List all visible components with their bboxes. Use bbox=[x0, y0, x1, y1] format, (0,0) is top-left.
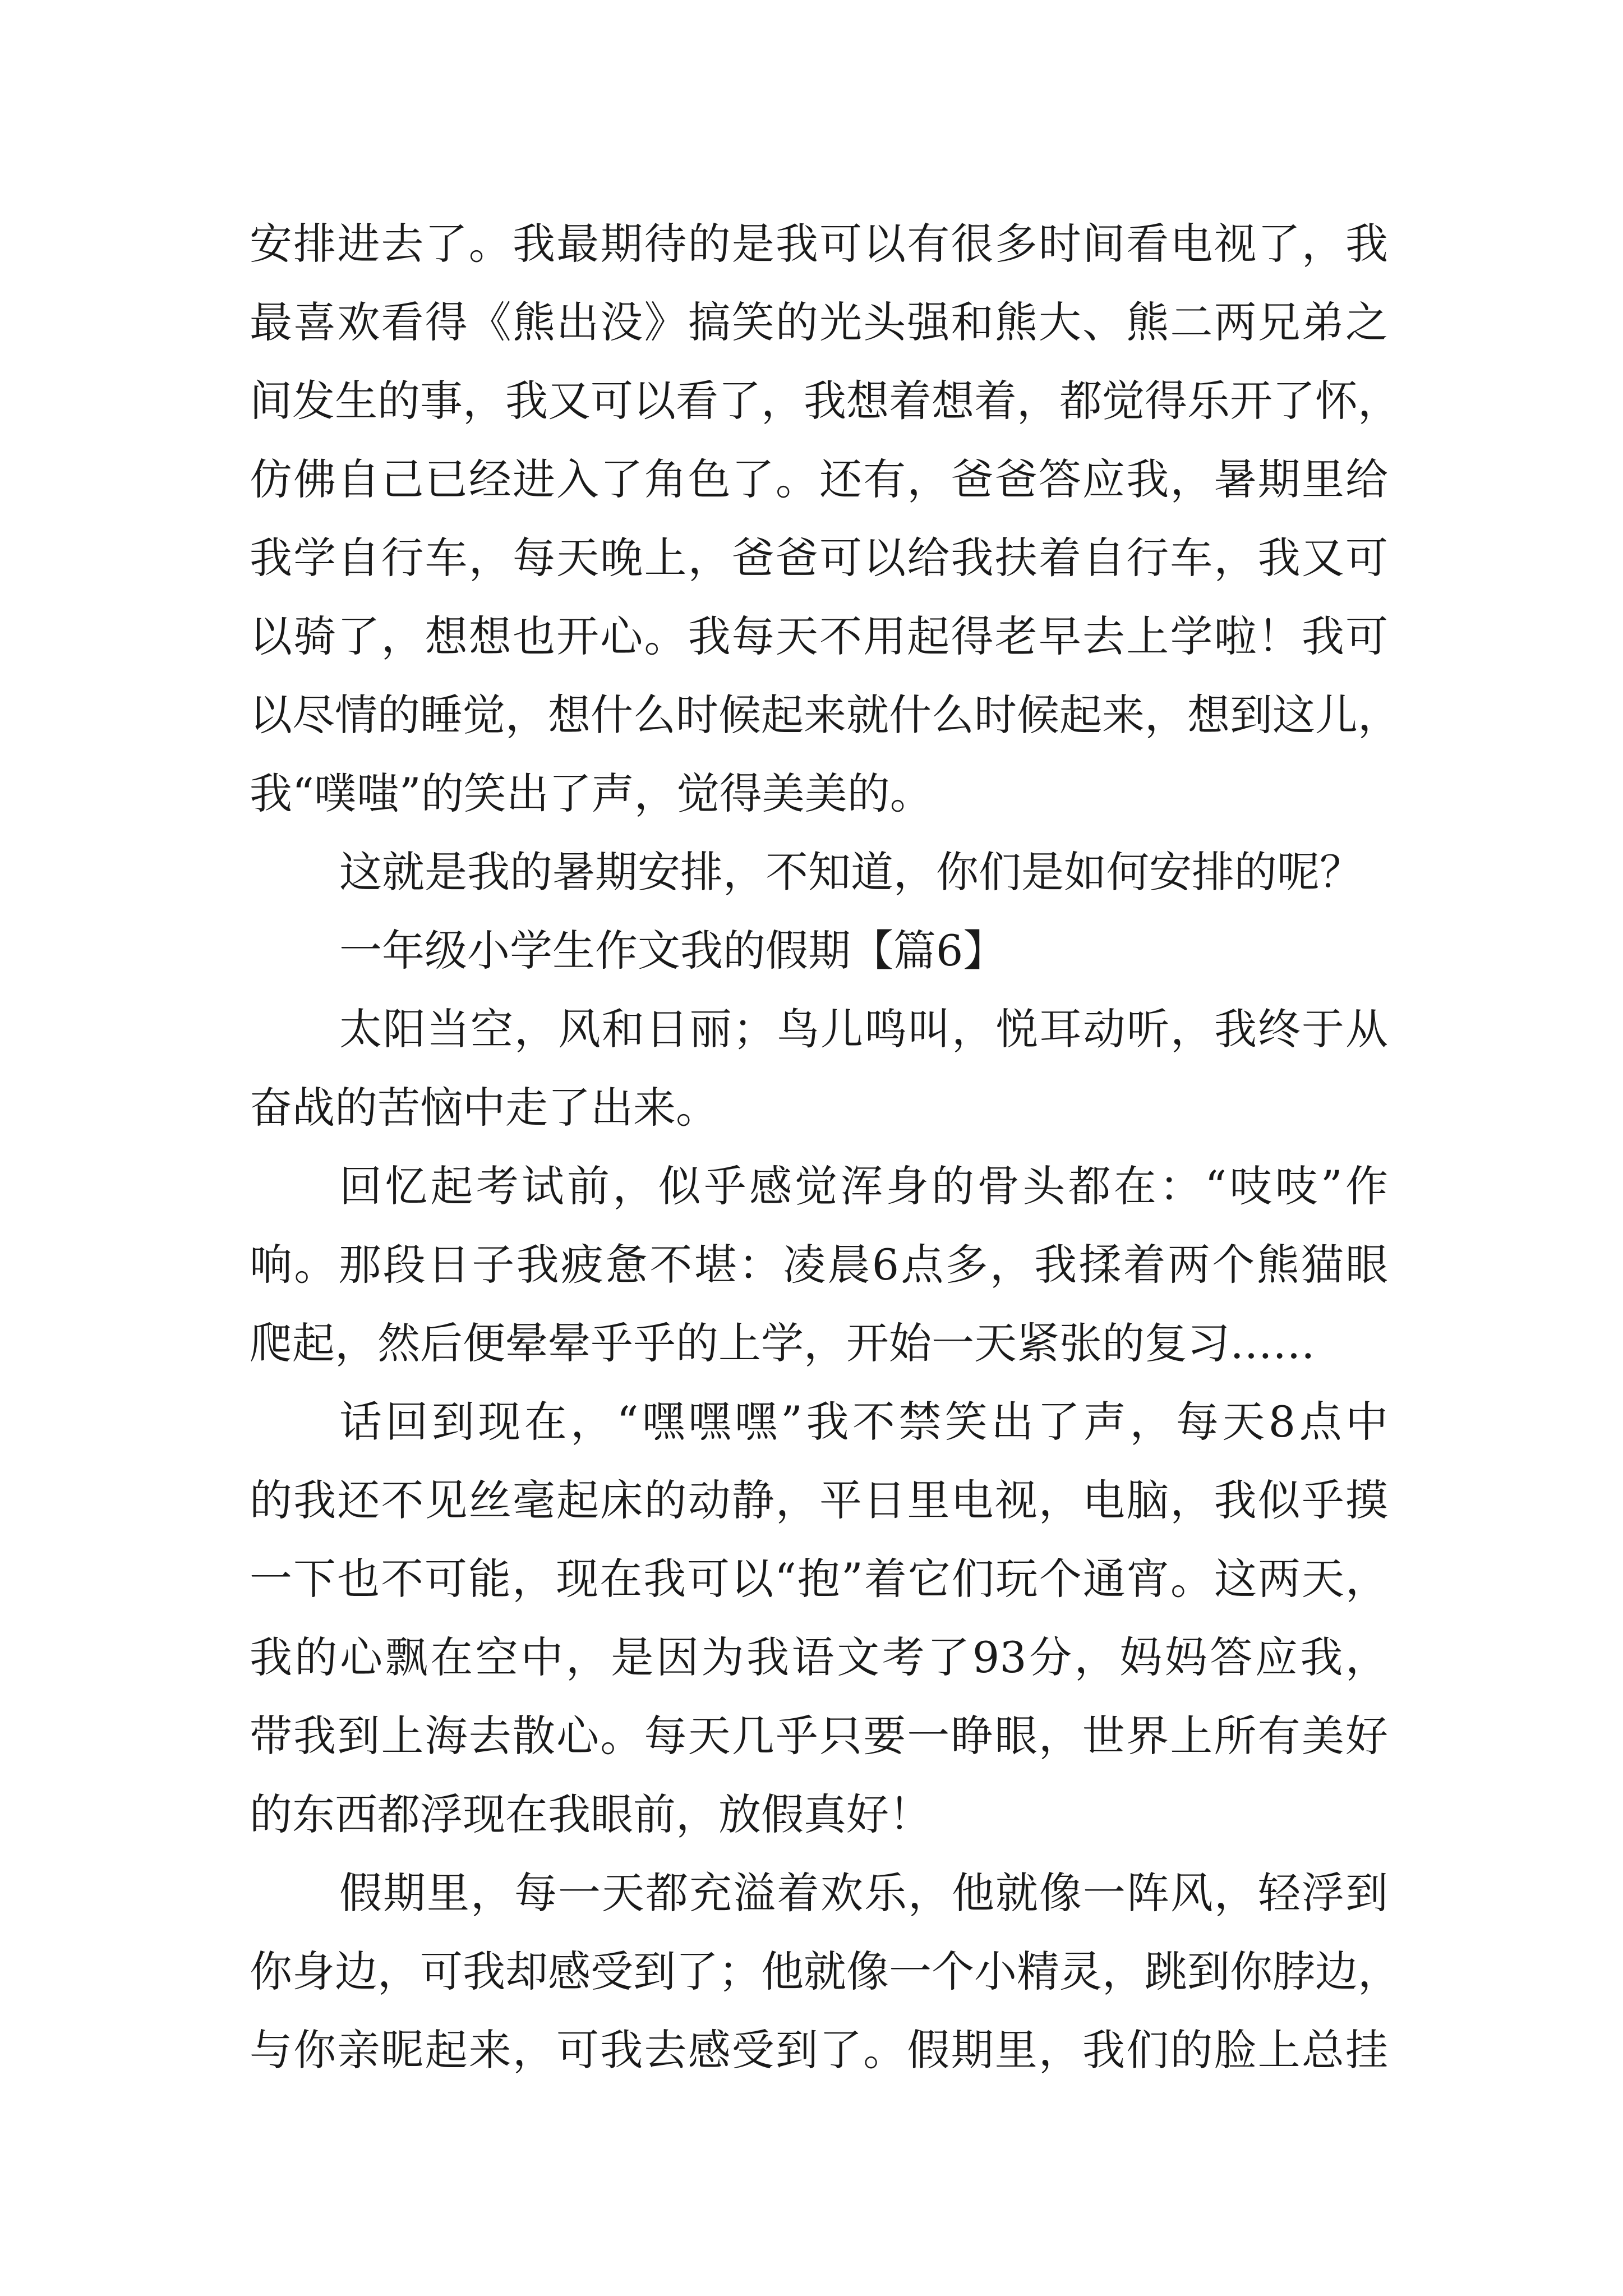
text-line: 以骑了，想想也开心。我每天不用起得老早去上学啦！我可 bbox=[250, 611, 1388, 661]
section-heading: 一年级小学生作文我的假期【篇6】 bbox=[339, 926, 1006, 976]
text-line: 一下也不可能，现在我可以“抱”着它们玩个通宵。这两天， bbox=[250, 1554, 1388, 1604]
text-line: 最喜欢看得《熊出没》搞笑的光头强和熊大、熊二两兄弟之 bbox=[250, 297, 1388, 347]
text-line: 带我到上海去散心。每天几乎只要一睁眼，世界上所有美好 bbox=[250, 1711, 1388, 1761]
text-line: 太阳当空，风和日丽；鸟儿鸣叫，悦耳动听，我终于从 bbox=[339, 1004, 1388, 1054]
text-line: 的我还不见丝毫起床的动静，平日里电视，电脑，我似乎摸 bbox=[250, 1475, 1388, 1525]
text-line: 响。那段日子我疲惫不堪：凌晨6点多，我揉着两个熊猫眼 bbox=[250, 1240, 1388, 1290]
text-line: 爬起，然后便晕晕乎乎的上学，开始一天紧张的复习…… bbox=[250, 1318, 1315, 1368]
text-line: 以尽情的睡觉，想什么时候起来就什么时候起来，想到这儿， bbox=[250, 690, 1400, 740]
text-line: 安排进去了。我最期待的是我可以有很多时间看电视了，我 bbox=[250, 219, 1388, 269]
text-line: 假期里，每一天都充溢着欢乐，他就像一阵风，轻浮到 bbox=[339, 1868, 1388, 1918]
text-line: 回忆起考试前，似乎感觉浑身的骨头都在：“吱吱”作 bbox=[339, 1161, 1388, 1211]
text-line: 仿佛自己已经进入了角色了。还有，爸爸答应我，暑期里给 bbox=[250, 454, 1388, 504]
text-line: 与你亲昵起来，可我去感受到了。假期里，我们的脸上总挂 bbox=[250, 2025, 1388, 2075]
text-line: 的东西都浮现在我眼前，放假真好！ bbox=[250, 1789, 932, 1839]
text-line: 奋战的苦恼中走了出来。 bbox=[250, 1083, 718, 1133]
text-line: 话回到现在，“嘿嘿嘿”我不禁笑出了声，每天8点中 bbox=[339, 1397, 1388, 1447]
text-line: 我“噗嗤”的笑出了声，觉得美美的。 bbox=[250, 769, 933, 818]
text-line: 我的心飘在空中，是因为我语文考了93分，妈妈答应我， bbox=[250, 1632, 1388, 1682]
text-line: 你身边，可我却感受到了；他就像一个小精灵，跳到你脖边， bbox=[250, 1947, 1400, 1996]
text-line: 这就是我的暑期安排，不知道，你们是如何安排的呢？ bbox=[339, 847, 1362, 897]
text-line: 我学自行车，每天晚上，爸爸可以给我扶着自行车，我又可 bbox=[250, 533, 1388, 583]
text-line: 间发生的事，我又可以看了，我想着想着，都觉得乐开了怀， bbox=[250, 376, 1400, 426]
